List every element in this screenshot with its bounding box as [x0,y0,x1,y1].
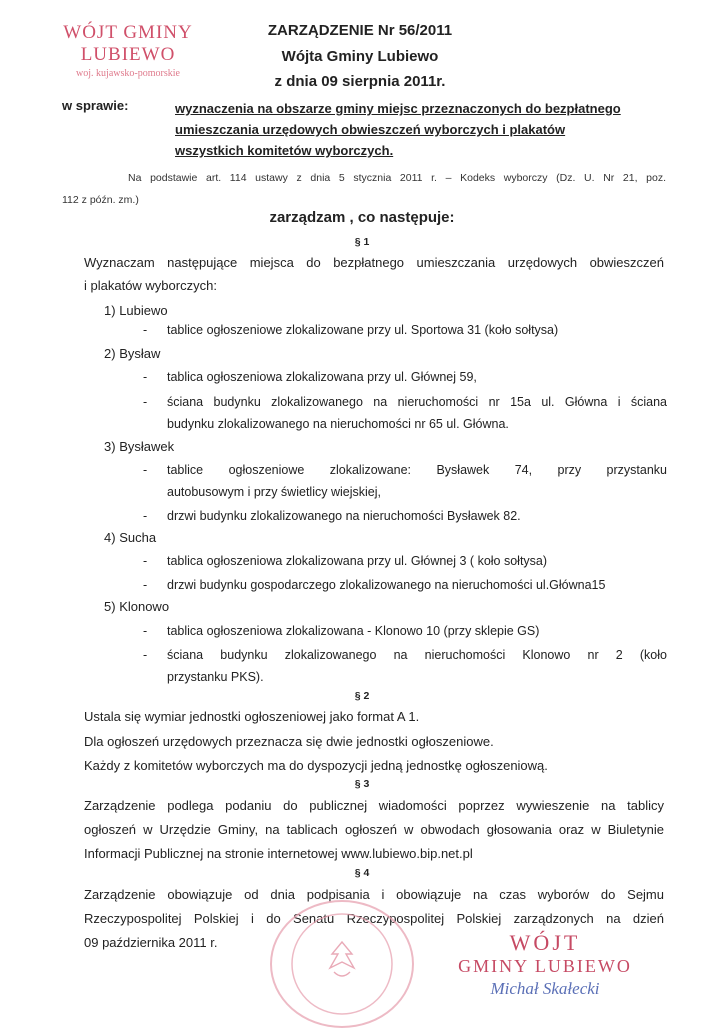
office-stamp-title: WÓJT GMINY LUBIEWO [63,22,193,65]
place-number: 5) Klonowo [104,599,170,614]
dash-icon: - [143,554,148,568]
subject-line: wyznaczenia na obszarze gminy miejsc przeznaczonych do bezpłatnego [175,101,621,116]
place-item: tablica ogłoszeniowa zlokalizowana przy ul. Głównej 59, [167,370,477,384]
place-item: tablica ogłoszeniowa zlokalizowana przy ul. Głównej 3 ( koło sołtysa) [167,554,548,568]
document-date: z dnia 09 sierpnia 2011r. [274,73,446,90]
place-item-continued: budynku zlokalizowanego na nieruchomości nr 65 ul. Główna. [167,417,509,431]
section-2-line: Każdy z komitetów wyborczych ma do dyspozycji jedną jednostkę ogłoszeniową. [84,758,548,773]
section-3-heading: § 3 [354,778,370,790]
office-stamp [18,22,238,79]
dash-icon: - [143,509,148,523]
place-number: 2) Bysław [104,346,161,361]
subject-line: wszystkich komitetów wyborczych. [175,143,394,158]
section-4-line: Zarządzenie obowiązuje od dnia podpisania i obowiązuje na czas wyborów do Sejmu [84,887,664,902]
place-item-continued: przystanku PKS). [167,670,264,684]
legal-basis-line: Na podstawie art. 114 ustawy z dnia 5 stycznia 2011 r. – Kodeks wyborczy (Dz. U. Nr 21, poz. [128,172,666,184]
place-item: drzwi budynku gospodarczego zlokalizowanego na nieruchomości ul.Główna15 [167,578,606,592]
place-name: Sucha [119,530,157,545]
place-name: Bysław [119,346,161,361]
dash-icon: - [143,395,148,409]
place-number: 1) Lubiewo [104,303,168,318]
section-4-heading: § 4 [354,867,370,879]
document-title: ZARZĄDZENIE Nr 56/2011 [267,22,453,39]
office-stamp-region: woj. kujawsko-pomorskie [76,68,180,79]
dash-icon: - [143,370,148,384]
dash-icon: - [143,648,148,662]
document-issuer: Wójta Gminy Lubiewo [281,48,439,65]
section-4-line: Rzeczypospolitej Polskiej i do Senatu Rzeczypospolitej Polskiej zarządzonych na dzień [84,911,664,926]
place-name: Lubiewo [119,303,168,318]
legal-basis [62,167,666,211]
signature-block [430,930,660,999]
section-2-heading: § 2 [354,690,370,702]
section-2-line: Dla ogłoszeń urzędowych przeznacza się dwie jednostki ogłoszeniowe. [84,734,494,749]
section-1-heading: § 1 [354,236,370,248]
section-3-line: Informacji Publicznej na stronie internetowej www.lubiewo.bip.net.pl [84,846,473,861]
place-item: tablica ogłoszeniowa zlokalizowana - Klonowo 10 (przy sklepie GS) [167,624,540,638]
subject-text [175,98,685,161]
place-number: 3) Bysławek [104,439,175,454]
section-2-line: Ustala się wymiar jednostki ogłoszeniowej jako format A 1. [84,709,420,724]
dash-icon: - [143,624,148,638]
place-item: tablice ogłoszeniowe zlokalizowane przy ul. Sportowa 31 (koło sołtysa) [167,323,559,337]
place-item: drzwi budynku zlokalizowanego na nieruchomości Bysławek 82. [167,509,521,523]
section-1-intro-line: Wyznaczam następujące miejsca do bezpłatnego umieszczania urzędowych obwieszczeń [84,255,664,270]
section-1-intro-line: i plakatów wyborczych: [84,278,217,293]
place-item-continued: autobusowym i przy świetlicy wiejskiej, [167,485,381,499]
place-item: tablice ogłoszeniowe zlokalizowane: Bysławek 74, przy przystanku [167,463,667,477]
dash-icon: - [143,323,148,337]
official-seal-icon [270,900,414,1028]
section-4-line: 09 października 2011 r. [84,935,218,950]
place-item: ściana budynku zlokalizowanego na nieruchomości Klonowo nr 2 (koło [167,648,667,662]
signature-name: Michał Skałecki [490,979,600,998]
subject-line: umieszczania urzędowych obwieszczeń wyborczych i plakatów [175,122,566,137]
place-item: ściana budynku zlokalizowanego na nieruchomości nr 15a ul. Główna i ściana [167,395,667,409]
dash-icon: - [143,463,148,477]
signature-title: WÓJT [509,930,581,955]
place-name: Klonowo [119,599,170,614]
signature-office: GMINY LUBIEWO [458,956,632,976]
place-number: 4) Sucha [104,530,157,545]
subject-label: w sprawie: [62,98,129,113]
section-3-line: ogłoszeń w Urzędzie Gminy, na tablicach ogłoszeń w obwodach głosowania oraz w Biuletynie [84,822,664,837]
dash-icon: - [143,578,148,592]
section-3-line: Zarządzenie podlega podaniu do publicznej wiadomości poprzez wywieszenie na tablicy [84,798,664,813]
place-name: Bysławek [119,439,175,454]
decree-heading: zarządzam , co następuje: [269,209,455,226]
legal-basis-line: 112 z późn. zm.) [62,194,139,206]
